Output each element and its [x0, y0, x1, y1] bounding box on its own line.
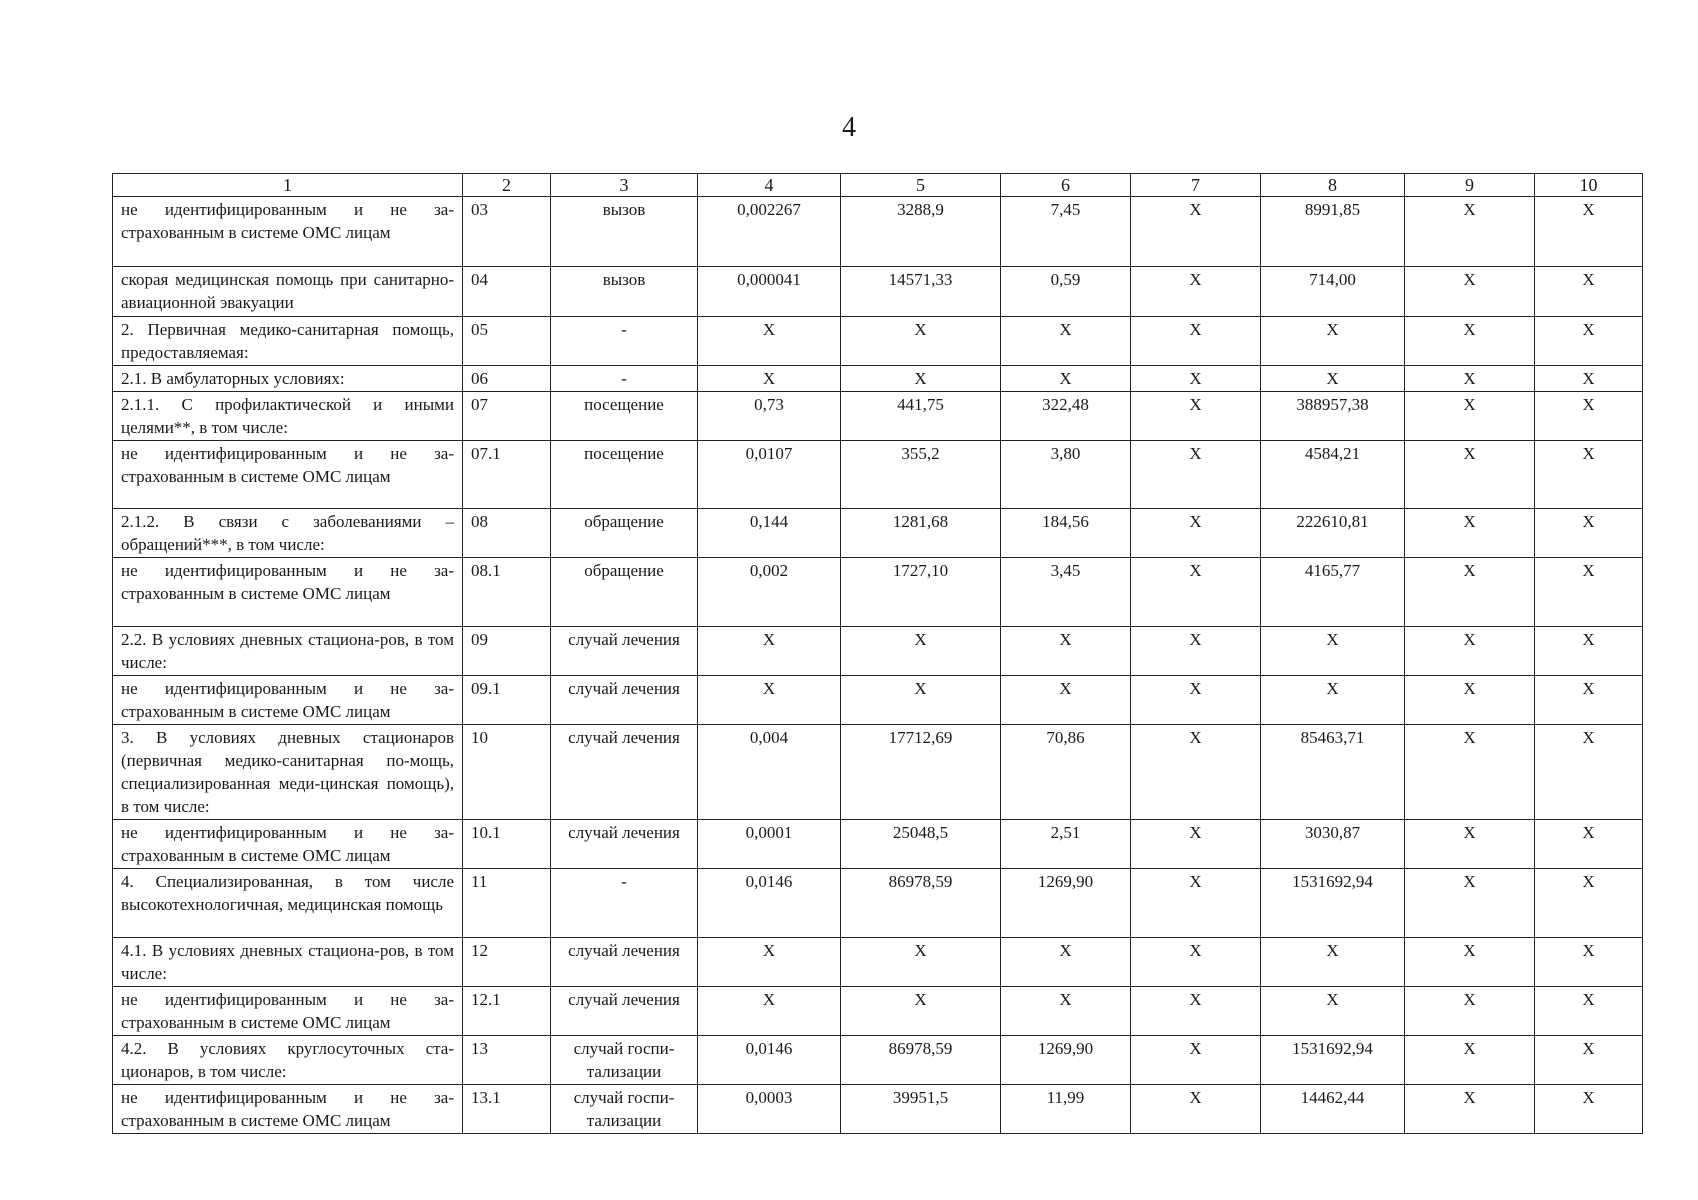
cell-col-4: 0,002: [698, 558, 841, 627]
cell-col-7: X: [1131, 441, 1261, 509]
row-unit: случай лечения: [551, 938, 698, 987]
row-code: 12: [463, 938, 551, 987]
column-header: 6: [1001, 174, 1131, 197]
cell-col-5: X: [841, 366, 1001, 392]
cell-col-4: 0,0107: [698, 441, 841, 509]
data-table: [112, 173, 1643, 1134]
row-code: 08.1: [463, 558, 551, 627]
column-header: 2: [463, 174, 551, 197]
cell-col-8: 388957,38: [1261, 392, 1405, 441]
cell-col-9: X: [1405, 392, 1535, 441]
row-code: 06: [463, 366, 551, 392]
row-label: 2.2. В условиях дневных стациона-ров, в том числе:: [113, 627, 463, 676]
cell-col-5: X: [841, 676, 1001, 725]
cell-col-7: X: [1131, 558, 1261, 627]
row-code: 07.1: [463, 441, 551, 509]
cell-col-9: X: [1405, 627, 1535, 676]
cell-col-8: 1531692,94: [1261, 869, 1405, 938]
row-code: 03: [463, 197, 551, 267]
table-row: [113, 392, 1643, 441]
column-header: 5: [841, 174, 1001, 197]
cell-col-9: X: [1405, 267, 1535, 317]
cell-col-4: 0,0001: [698, 820, 841, 869]
column-header: 3: [551, 174, 698, 197]
cell-col-4: X: [698, 938, 841, 987]
row-unit: обращение: [551, 558, 698, 627]
cell-col-8: 14462,44: [1261, 1085, 1405, 1134]
cell-col-4: 0,144: [698, 509, 841, 558]
cell-col-10: X: [1535, 725, 1643, 820]
cell-col-9: X: [1405, 725, 1535, 820]
cell-col-4: 0,0146: [698, 869, 841, 938]
cell-col-4: X: [698, 676, 841, 725]
table-row: [113, 366, 1643, 392]
cell-col-7: X: [1131, 938, 1261, 987]
table-row: [113, 509, 1643, 558]
cell-col-4: 0,000041: [698, 267, 841, 317]
cell-col-6: X: [1001, 676, 1131, 725]
cell-col-8: X: [1261, 676, 1405, 725]
cell-col-8: X: [1261, 987, 1405, 1036]
cell-col-9: X: [1405, 197, 1535, 267]
column-header: 8: [1261, 174, 1405, 197]
row-label: не идентифицированным и не за-страхованным в системе ОМС лицам: [113, 441, 463, 509]
row-code: 10: [463, 725, 551, 820]
cell-col-10: X: [1535, 820, 1643, 869]
row-label: 2.1.1. С профилактической и иными целями**, в том числе:: [113, 392, 463, 441]
cell-col-7: X: [1131, 392, 1261, 441]
row-unit: случай госпи-тализации: [551, 1036, 698, 1085]
cell-col-6: 11,99: [1001, 1085, 1131, 1134]
cell-col-4: X: [698, 366, 841, 392]
cell-col-4: X: [698, 317, 841, 366]
cell-col-8: 4165,77: [1261, 558, 1405, 627]
row-code: 08: [463, 509, 551, 558]
row-label: 4.1. В условиях дневных стациона-ров, в том числе:: [113, 938, 463, 987]
cell-col-9: X: [1405, 938, 1535, 987]
row-code: 04: [463, 267, 551, 317]
cell-col-5: 39951,5: [841, 1085, 1001, 1134]
row-code: 10.1: [463, 820, 551, 869]
table-row: [113, 267, 1643, 317]
cell-col-4: 0,004: [698, 725, 841, 820]
row-label: 4. Специализированная, в том числе высокотехнологичная, медицинская помощь: [113, 869, 463, 938]
row-unit: случай лечения: [551, 676, 698, 725]
cell-col-10: X: [1535, 509, 1643, 558]
cell-col-6: 3,45: [1001, 558, 1131, 627]
cell-col-4: 0,0003: [698, 1085, 841, 1134]
cell-col-10: X: [1535, 987, 1643, 1036]
row-code: 09: [463, 627, 551, 676]
row-label: не идентифицированным и не за-страхованным в системе ОМС лицам: [113, 987, 463, 1036]
cell-col-5: 1281,68: [841, 509, 1001, 558]
cell-col-9: X: [1405, 1085, 1535, 1134]
table-row: [113, 441, 1643, 509]
row-code: 09.1: [463, 676, 551, 725]
cell-col-10: X: [1535, 317, 1643, 366]
row-label: не идентифицированным и не за-страхованным в системе ОМС лицам: [113, 820, 463, 869]
row-label: не идентифицированным и не за-страхованным в системе ОМС лицам: [113, 676, 463, 725]
column-header: 7: [1131, 174, 1261, 197]
cell-col-7: X: [1131, 987, 1261, 1036]
table-row: [113, 869, 1643, 938]
row-label: скорая медицинская помощь при санитарно-авиационной эвакуации: [113, 267, 463, 317]
cell-col-6: 3,80: [1001, 441, 1131, 509]
cell-col-6: 7,45: [1001, 197, 1131, 267]
cell-col-7: X: [1131, 317, 1261, 366]
cell-col-7: X: [1131, 366, 1261, 392]
cell-col-7: X: [1131, 1036, 1261, 1085]
cell-col-8: 3030,87: [1261, 820, 1405, 869]
row-unit: обращение: [551, 509, 698, 558]
row-code: 07: [463, 392, 551, 441]
row-unit: случай лечения: [551, 820, 698, 869]
cell-col-6: X: [1001, 366, 1131, 392]
cell-col-5: 441,75: [841, 392, 1001, 441]
cell-col-7: X: [1131, 1085, 1261, 1134]
cell-col-8: 714,00: [1261, 267, 1405, 317]
row-unit: случай госпи-тализации: [551, 1085, 698, 1134]
table-row: [113, 1085, 1643, 1134]
table-row: [113, 820, 1643, 869]
row-code: 05: [463, 317, 551, 366]
page-number: 4: [842, 112, 856, 143]
cell-col-5: X: [841, 627, 1001, 676]
cell-col-10: X: [1535, 627, 1643, 676]
column-header: 10: [1535, 174, 1643, 197]
cell-col-10: X: [1535, 1036, 1643, 1085]
cell-col-5: 86978,59: [841, 869, 1001, 938]
cell-col-5: 355,2: [841, 441, 1001, 509]
cell-col-10: X: [1535, 676, 1643, 725]
table-row: [113, 317, 1643, 366]
table-row: [113, 725, 1643, 820]
cell-col-10: X: [1535, 1085, 1643, 1134]
cell-col-10: X: [1535, 869, 1643, 938]
cell-col-4: 0,73: [698, 392, 841, 441]
cell-col-6: 322,48: [1001, 392, 1131, 441]
table-header-row: [113, 174, 1643, 197]
row-label: 2.1.2. В связи с заболеваниями – обращений***, в том числе:: [113, 509, 463, 558]
cell-col-10: X: [1535, 366, 1643, 392]
cell-col-5: X: [841, 317, 1001, 366]
cell-col-8: 1531692,94: [1261, 1036, 1405, 1085]
cell-col-8: X: [1261, 366, 1405, 392]
cell-col-8: X: [1261, 627, 1405, 676]
cell-col-7: X: [1131, 509, 1261, 558]
cell-col-7: X: [1131, 197, 1261, 267]
row-label: 4.2. В условиях круглосуточных ста-ционаров, в том числе:: [113, 1036, 463, 1085]
table-body: [113, 197, 1643, 1134]
table-row: [113, 676, 1643, 725]
row-unit: вызов: [551, 197, 698, 267]
row-code: 13.1: [463, 1085, 551, 1134]
row-label: не идентифицированным и не за-страхованным в системе ОМС лицам: [113, 558, 463, 627]
cell-col-10: X: [1535, 392, 1643, 441]
column-header: 4: [698, 174, 841, 197]
cell-col-10: X: [1535, 267, 1643, 317]
cell-col-6: X: [1001, 987, 1131, 1036]
cell-col-8: 85463,71: [1261, 725, 1405, 820]
cell-col-10: X: [1535, 938, 1643, 987]
cell-col-9: X: [1405, 869, 1535, 938]
cell-col-4: X: [698, 987, 841, 1036]
row-label: 2. Первичная медико-санитарная помощь, предоставляемая:: [113, 317, 463, 366]
cell-col-6: X: [1001, 938, 1131, 987]
cell-col-5: 17712,69: [841, 725, 1001, 820]
cell-col-6: 184,56: [1001, 509, 1131, 558]
cell-col-6: 1269,90: [1001, 869, 1131, 938]
row-unit: вызов: [551, 267, 698, 317]
row-label: не идентифицированным и не за-страхованным в системе ОМС лицам: [113, 197, 463, 267]
cell-col-9: X: [1405, 820, 1535, 869]
cell-col-6: 70,86: [1001, 725, 1131, 820]
table-row: [113, 558, 1643, 627]
cell-col-9: X: [1405, 1036, 1535, 1085]
table-row: [113, 627, 1643, 676]
row-code: 11: [463, 869, 551, 938]
row-label: 2.1. В амбулаторных условиях:: [113, 366, 463, 392]
column-header: 1: [113, 174, 463, 197]
cell-col-9: X: [1405, 509, 1535, 558]
table-row: [113, 1036, 1643, 1085]
cell-col-7: X: [1131, 869, 1261, 938]
cell-col-9: X: [1405, 987, 1535, 1036]
cell-col-9: X: [1405, 441, 1535, 509]
cell-col-7: X: [1131, 676, 1261, 725]
cell-col-8: X: [1261, 938, 1405, 987]
cell-col-8: 222610,81: [1261, 509, 1405, 558]
cell-col-7: X: [1131, 267, 1261, 317]
cell-col-4: 0,002267: [698, 197, 841, 267]
cell-col-6: X: [1001, 627, 1131, 676]
row-code: 12.1: [463, 987, 551, 1036]
cell-col-7: X: [1131, 820, 1261, 869]
row-unit: -: [551, 317, 698, 366]
cell-col-9: X: [1405, 317, 1535, 366]
cell-col-8: X: [1261, 317, 1405, 366]
cell-col-10: X: [1535, 441, 1643, 509]
cell-col-9: X: [1405, 676, 1535, 725]
row-label: не идентифицированным и не за-страхованным в системе ОМС лицам: [113, 1085, 463, 1134]
row-unit: -: [551, 869, 698, 938]
cell-col-5: 14571,33: [841, 267, 1001, 317]
cell-col-9: X: [1405, 366, 1535, 392]
cell-col-4: 0,0146: [698, 1036, 841, 1085]
cell-col-6: 0,59: [1001, 267, 1131, 317]
table-row: [113, 197, 1643, 267]
row-unit: посещение: [551, 441, 698, 509]
row-unit: случай лечения: [551, 987, 698, 1036]
row-unit: случай лечения: [551, 725, 698, 820]
cell-col-5: 1727,10: [841, 558, 1001, 627]
cell-col-5: 86978,59: [841, 1036, 1001, 1085]
row-code: 13: [463, 1036, 551, 1085]
cell-col-6: 2,51: [1001, 820, 1131, 869]
cell-col-8: 4584,21: [1261, 441, 1405, 509]
cell-col-10: X: [1535, 558, 1643, 627]
row-unit: -: [551, 366, 698, 392]
table-row: [113, 987, 1643, 1036]
cell-col-9: X: [1405, 558, 1535, 627]
cell-col-5: 3288,9: [841, 197, 1001, 267]
cell-col-6: X: [1001, 317, 1131, 366]
row-unit: случай лечения: [551, 627, 698, 676]
cell-col-4: X: [698, 627, 841, 676]
row-unit: посещение: [551, 392, 698, 441]
cell-col-10: X: [1535, 197, 1643, 267]
cell-col-5: X: [841, 938, 1001, 987]
cell-col-5: 25048,5: [841, 820, 1001, 869]
cell-col-7: X: [1131, 627, 1261, 676]
cell-col-7: X: [1131, 725, 1261, 820]
row-label: 3. В условиях дневных стационаров (первичная медико-санитарная по-мощь, специализированная меди-цинская помощь), в том числе:: [113, 725, 463, 820]
column-header: 9: [1405, 174, 1535, 197]
table-row: [113, 938, 1643, 987]
cell-col-5: X: [841, 987, 1001, 1036]
cell-col-8: 8991,85: [1261, 197, 1405, 267]
cell-col-6: 1269,90: [1001, 1036, 1131, 1085]
